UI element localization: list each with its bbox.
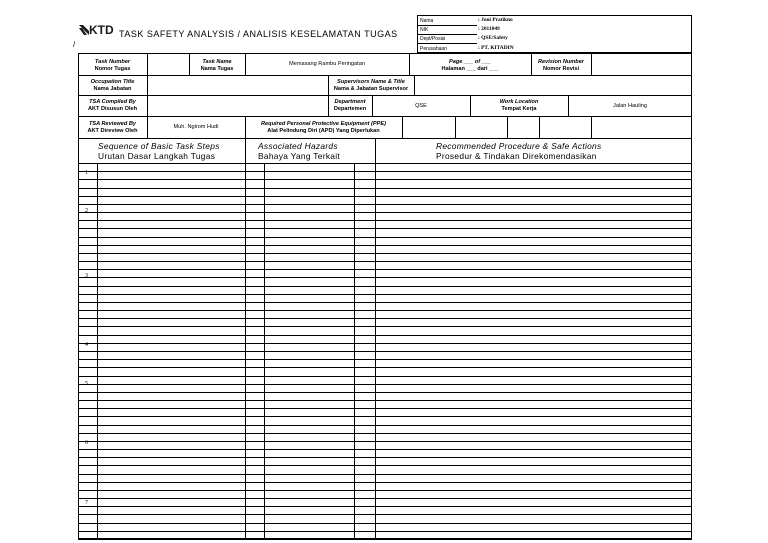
grid-row-line: [78, 384, 692, 385]
grid-row-line: [78, 498, 692, 499]
revision-label: Revision Number Nomor Revisi: [537, 59, 584, 72]
info-value-company: : PT. KITADIN: [478, 45, 514, 51]
grid-row-line: [78, 212, 692, 213]
logo-mark-icon: [79, 24, 89, 38]
grid-row-line: [78, 286, 692, 287]
compiled-by-label: TSA Compiled By AKT Disusun Oleh: [87, 99, 138, 112]
grid-row-line: [78, 204, 692, 205]
column-heading-procedures: Recommended Procedure & Safe Actions Prosedur & Tindakan Direkomendasikan: [436, 141, 602, 161]
grid-row-line: [78, 253, 692, 254]
step-number: 2: [85, 208, 88, 214]
task-name-value[interactable]: Memasang Rambu Peringatan: [289, 61, 365, 67]
grid-column-line: [375, 163, 376, 539]
work-location-value[interactable]: Jalan Hauling: [613, 103, 647, 109]
grid-row-line: [78, 302, 692, 303]
grid-row-line: [78, 531, 692, 532]
grid-row-line: [78, 490, 692, 491]
column-heading-hazards: Associated Hazards Bahaya Yang Terkait: [258, 141, 341, 161]
grid-row-line: [78, 245, 692, 246]
task-number-label: Task Number Nomor Tugas: [94, 59, 131, 72]
grid-row-line: [78, 343, 692, 344]
ppe-label: Required Personal Protective Equipment (PPE) Alat Pelindung Diri (APD) Yang Diperlukan: [261, 121, 386, 134]
work-location-label: Work Location Tempat Kerja: [499, 99, 539, 112]
task-name-label: Task Name Nama Tugas: [200, 59, 234, 72]
grid-row-line: [78, 269, 692, 270]
info-label-dept: Dept/Posisi: [420, 36, 446, 42]
grid-row-line: [78, 539, 692, 540]
reviewed-by-label: TSA Reviewed By AKT Direview Oleh: [87, 121, 138, 134]
grid-row-line: [78, 416, 692, 417]
grid-row-line: [78, 441, 692, 442]
grid-row-line: [78, 408, 692, 409]
grid-column-line: [245, 163, 246, 539]
grid-row-line: [78, 465, 692, 466]
grid-row-line: [78, 294, 692, 295]
grid-row-line: [78, 359, 692, 360]
heading-column-line: [245, 138, 246, 163]
supervisor-label: Supervisors Name & Title Nama & Jabatan Supervisor: [333, 79, 409, 92]
grid-row-line: [78, 523, 692, 524]
info-value-dept: : QSE/Safety: [478, 35, 508, 41]
info-value-name: : Joni Pratikno: [478, 17, 513, 23]
grid-column-line: [97, 163, 98, 539]
department-label: Department Departemen: [333, 99, 367, 112]
grid-row-line: [78, 261, 692, 262]
info-label-name: Nama: [420, 18, 434, 24]
logo-text: KTD: [89, 23, 114, 38]
grid-row-line: [78, 163, 692, 164]
page-label: Page ___ of ___ Halaman ___ dari ___: [441, 59, 499, 72]
grid-row-line: [78, 506, 692, 507]
grid-row-line: [78, 367, 692, 368]
grid-row-line: [78, 179, 692, 180]
grid-row-line: [78, 318, 692, 319]
grid-row-line: [78, 335, 692, 336]
grid-row-line: [78, 326, 692, 327]
grid-row-line: [78, 196, 692, 197]
grid-row-line: [78, 482, 692, 483]
grid-row-line: [78, 220, 692, 221]
occupation-label: Occupation Title Nama Jabatan: [90, 79, 135, 92]
grid-row-line: [78, 433, 692, 434]
grid-row-line: [78, 237, 692, 238]
grid-row-line: [78, 171, 692, 172]
step-number: 6: [85, 440, 88, 446]
info-label-company: Perusahaan: [420, 46, 447, 52]
slash-mark: /: [73, 40, 76, 49]
grid-row-line: [78, 474, 692, 475]
grid-row-line: [78, 228, 692, 229]
heading-column-line: [375, 138, 376, 163]
step-number: 7: [85, 500, 88, 506]
grid-row-line: [78, 310, 692, 311]
grid-row-line: [78, 392, 692, 393]
step-number: 5: [85, 381, 88, 387]
info-label-nik: NIK: [420, 27, 429, 33]
department-value[interactable]: QSE: [415, 103, 427, 109]
grid-column-line: [354, 163, 355, 539]
grid-row-line: [78, 188, 692, 189]
grid-row-line: [78, 277, 692, 278]
reviewed-by-value[interactable]: Muh. Ngirom Hudi: [173, 124, 219, 130]
grid-row-line: [78, 457, 692, 458]
grid-row-line: [78, 351, 692, 352]
column-heading-steps: Sequence of Basic Task Steps Urutan Dasar Langkah Tugas: [98, 141, 220, 161]
grid-row-line: [78, 514, 692, 515]
grid-column-line: [264, 163, 265, 539]
grid-row-line: [78, 400, 692, 401]
step-number: 3: [85, 273, 88, 279]
step-number: 4: [85, 342, 88, 348]
info-value-nik: : 2011049: [478, 26, 500, 32]
company-logo: [79, 24, 114, 38]
grid-row-line: [78, 376, 692, 377]
page-title: TASK SAFETY ANALYSIS / ANALISIS KESELAMATAN TUGAS: [119, 29, 398, 39]
step-number: 1: [85, 170, 88, 176]
grid-row-line: [78, 449, 692, 450]
grid-row-line: [78, 425, 692, 426]
